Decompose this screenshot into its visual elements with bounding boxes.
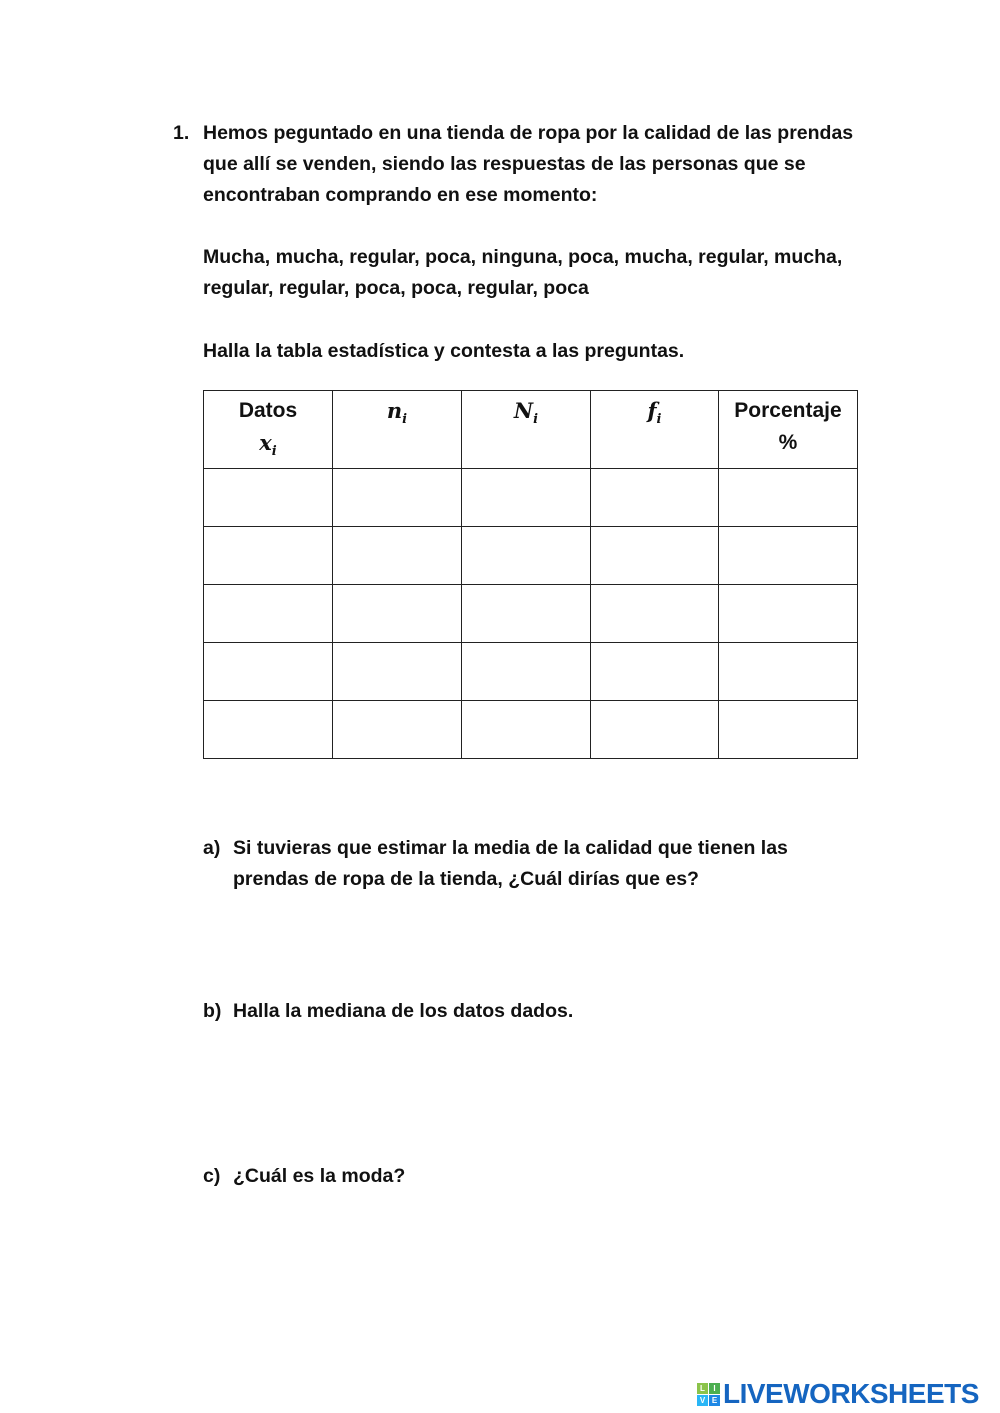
answer-cell[interactable]	[591, 469, 719, 527]
answer-cell[interactable]	[462, 643, 591, 701]
sub-question-c	[203, 1161, 406, 1192]
answer-cell[interactable]	[204, 585, 333, 643]
sub-question-text: Halla la mediana de los datos dados.	[233, 1000, 574, 1022]
answer-cell[interactable]	[333, 643, 462, 701]
answer-cell[interactable]	[591, 643, 719, 701]
header-datos: Datos $x_i$	[204, 391, 333, 469]
sub-question-text: ¿Cuál es la moda?	[233, 1165, 406, 1187]
answer-cell[interactable]	[591, 701, 719, 759]
table-row	[204, 701, 858, 759]
answer-cell[interactable]	[591, 527, 719, 585]
answer-cell[interactable]	[204, 469, 333, 527]
answer-cell[interactable]	[333, 527, 462, 585]
answer-cell[interactable]	[462, 469, 591, 527]
answer-cell[interactable]	[719, 701, 858, 759]
answer-cell[interactable]	[719, 469, 858, 527]
answer-cell[interactable]	[333, 469, 462, 527]
table-row	[204, 527, 858, 585]
header-fi	[591, 391, 719, 469]
header-Ni	[462, 391, 591, 469]
answer-cell[interactable]	[333, 701, 462, 759]
table-row	[204, 585, 858, 643]
liveworksheets-logo[interactable]	[697, 1378, 979, 1410]
sub-question-text: Si tuvieras que estimar la media de la calidad que tienen las prendas de ropa de la tienda, ¿Cuál dirías que es?	[233, 837, 788, 890]
survey-responses: Mucha, mucha, regular, poca, ninguna, poca, mucha, regular, mucha, regular, regular, poca, poca, regular, poca	[203, 246, 843, 299]
header-porcentaje: Porcentaje %	[719, 391, 858, 469]
sub-question-b	[203, 996, 574, 1027]
fi-symbol: $f_i$	[647, 398, 662, 428]
answer-cell[interactable]	[204, 701, 333, 759]
liveworksheets-mark-icon: L I V E	[697, 1383, 720, 1406]
answer-cell[interactable]	[719, 585, 858, 643]
answer-cell[interactable]	[333, 585, 462, 643]
answer-cell[interactable]	[719, 527, 858, 585]
answer-cell[interactable]	[462, 585, 591, 643]
table-row	[204, 469, 858, 527]
sub-question-letter: a)	[203, 837, 221, 859]
table-row	[204, 643, 858, 701]
question-number: 1.	[173, 122, 190, 144]
table-header-row	[204, 391, 858, 469]
answer-cell[interactable]	[591, 585, 719, 643]
header-ni	[333, 391, 462, 469]
answer-cell[interactable]	[462, 701, 591, 759]
Ni-symbol: $N_i$	[513, 398, 539, 428]
ni-symbol: $n_i$	[386, 398, 408, 428]
xi-symbol: $x_i$	[259, 430, 277, 460]
sub-question-letter: c)	[203, 1165, 221, 1187]
sub-question-letter: b)	[203, 1000, 222, 1022]
frequency-table	[203, 390, 858, 759]
question-instruction: Halla la tabla estadística y contesta a las preguntas.	[203, 340, 685, 362]
answer-cell[interactable]	[204, 643, 333, 701]
answer-cell[interactable]	[719, 643, 858, 701]
logo-text: LIVEWORKSHEETS	[723, 1378, 979, 1409]
answer-cell[interactable]	[462, 527, 591, 585]
question-intro: Hemos peguntado en una tienda de ropa por la calidad de las prendas que allí se venden, siendo las respuestas de las personas que se encontraban comprando en ese momento:	[203, 122, 854, 206]
sub-question-a	[203, 833, 788, 890]
answer-cell[interactable]	[204, 527, 333, 585]
